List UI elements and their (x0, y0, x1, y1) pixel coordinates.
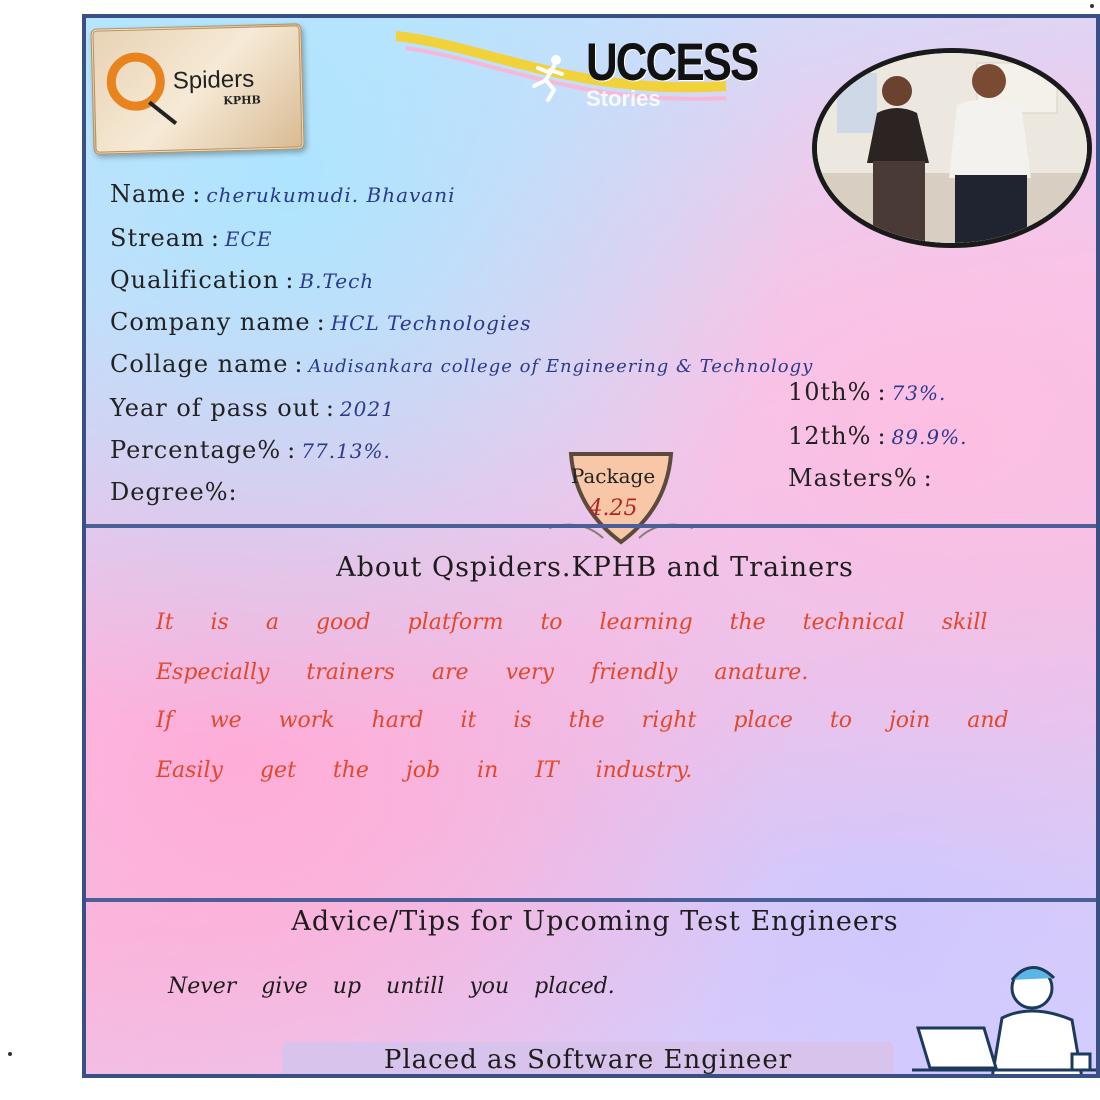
twelfth-field: 12th% : 89.9%. (788, 422, 968, 450)
twelfth-label: 12th% (788, 422, 872, 450)
laptop-worker-icon (912, 958, 1100, 1078)
yop-field: Year of pass out : 2021 (110, 394, 395, 422)
stream-value: ECE (224, 227, 273, 251)
degree-field (110, 478, 238, 506)
percentage-field: Percentage% : 77.13%. (110, 436, 391, 464)
college-label: Collage name (110, 350, 289, 378)
company-field: Company name : HCL Technologies (110, 308, 532, 336)
twelfth-value: 89.9%. (891, 425, 968, 449)
qualification-value: B.Tech (299, 269, 375, 293)
college-field: Collage name : Audisankara college of Engineering & Technology (110, 350, 814, 378)
advice-title: Advice/Tips for Upcoming Test Engineers (291, 906, 899, 937)
tenth-label: 10th% (788, 378, 872, 406)
yop-label: Year of pass out (110, 394, 320, 422)
divider-top (86, 524, 1100, 528)
degree-label: Degree%: (110, 478, 238, 506)
logo-word: Spiders (172, 65, 255, 95)
masters-label: Masters% (788, 464, 918, 492)
yop-value: 2021 (339, 397, 395, 421)
placed-banner: Placed as Software Engineer (282, 1042, 894, 1078)
qualification-field: Qualification : B.Tech (110, 266, 375, 294)
company-value: HCL Technologies (330, 311, 532, 335)
logo-q-tail-icon (148, 101, 177, 125)
stream-label: Stream (110, 224, 205, 252)
masters-field: Masters% : (788, 464, 932, 492)
stray-dot-top-right (1090, 4, 1094, 8)
package-label: Package (570, 464, 656, 488)
runner-icon (518, 52, 578, 102)
tenth-field: 10th% : 73%. (788, 378, 947, 406)
package-value: 4.25 (588, 496, 638, 521)
stray-dot-left (8, 1052, 12, 1056)
about-line-4: Easily get the job in IT industry. (156, 758, 693, 783)
percentage-label: Percentage% (110, 436, 282, 464)
student-photo (812, 48, 1092, 248)
about-title: About Qspiders.KPHB and Trainers (336, 552, 854, 583)
qspiders-logo (90, 23, 304, 154)
tenth-value: 73%. (891, 381, 947, 405)
name-value: cherukumudi. Bhavani (206, 183, 456, 207)
testimonial-sheet (82, 14, 1100, 1078)
name-label: Name (110, 180, 187, 208)
logo-q-ring-icon (106, 52, 165, 111)
logo-subtitle: KPHB (223, 93, 262, 108)
qualification-label: Qualification (110, 266, 280, 294)
name-field: Name : cherukumudi. Bhavani (110, 180, 456, 208)
about-line-1: It is a good platform to learning the technical skill (156, 610, 988, 635)
stories-subtitle: Stories (586, 86, 661, 111)
about-line-3: If we work hard it is the right place to join and (156, 708, 1009, 733)
company-label: Company name (110, 308, 311, 336)
about-line-2: Especially trainers are very friendly anature. (156, 660, 809, 685)
divider-bottom (86, 898, 1100, 902)
advice-text: Never give up untill you placed. (168, 974, 615, 999)
photo-people-illustration (817, 53, 1087, 243)
success-title: UCCESS (586, 33, 758, 92)
college-value: Audisankara college of Engineering & Technology (308, 356, 814, 377)
stream-field: Stream : ECE (110, 224, 273, 252)
percentage-value: 77.13%. (301, 439, 391, 463)
